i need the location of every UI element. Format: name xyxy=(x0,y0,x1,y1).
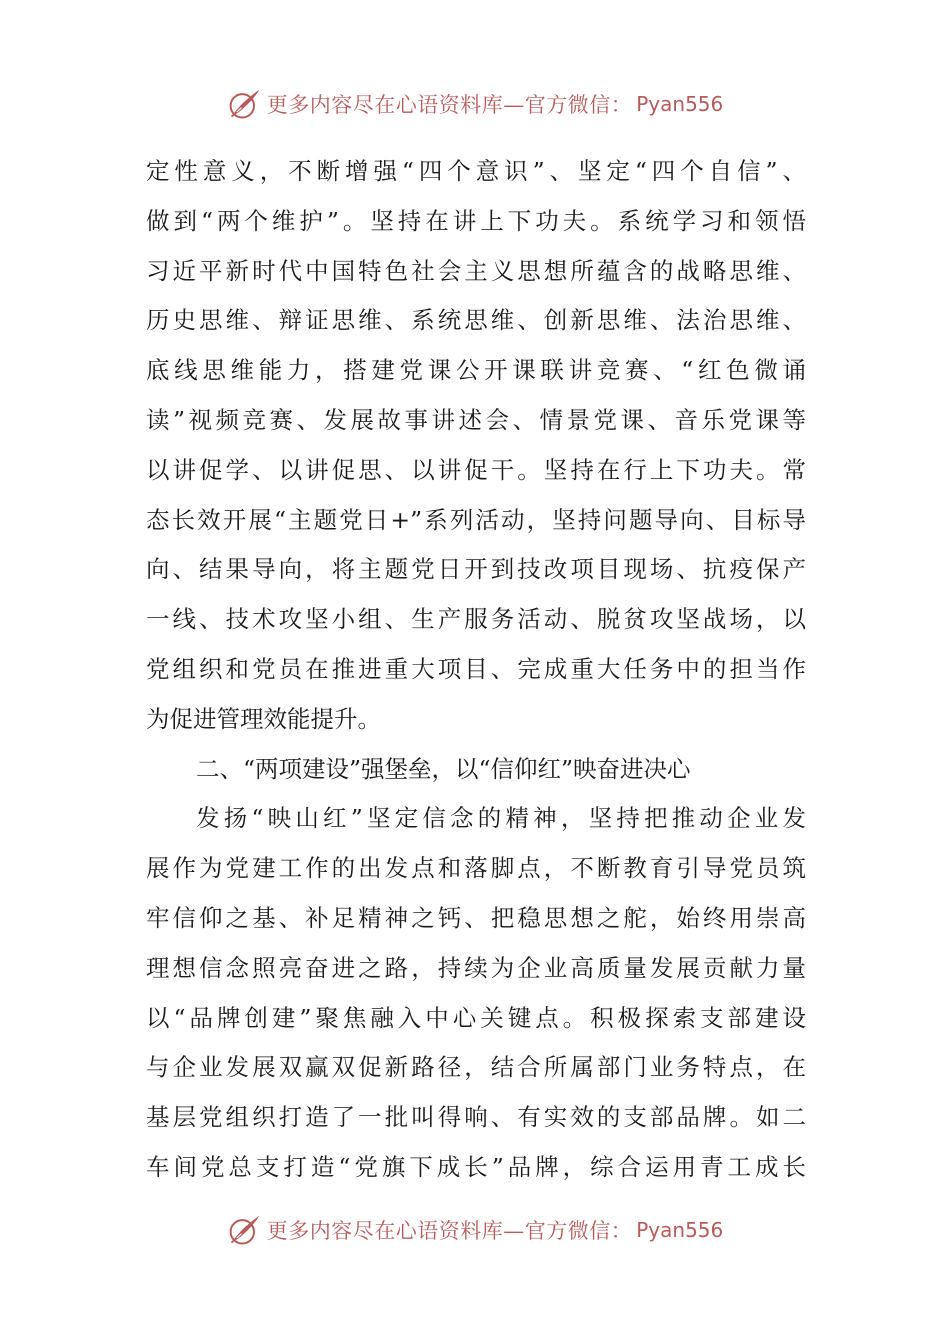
quill-pen-logo-icon xyxy=(227,1212,263,1248)
body-line: 态长效开展“主题党日+”系列活动，坚持问题导向、目标导 xyxy=(146,505,806,534)
body-line: 牢信仰之基、补足精神之钙、把稳思想之舵，始终用崇高 xyxy=(146,903,806,932)
watermark-wechat-id: Pyan556 xyxy=(636,92,724,116)
body-line: 展作为党建工作的出发点和落脚点，不断教育引导党员筑 xyxy=(146,854,806,883)
section-heading: 二、“两项建设”强堡垒，以“信仰红”映奋进决心 xyxy=(196,754,691,783)
body-line: 以讲促学、以讲促思、以讲促干。坚持在行上下功夫。常 xyxy=(146,455,806,484)
footer-watermark xyxy=(0,1208,950,1252)
body-line: 发扬“映山红”坚定信念的精神，坚持把推动企业发 xyxy=(196,804,806,833)
watermark-wechat-id: Pyan556 xyxy=(636,1218,724,1242)
body-line: 与企业发展双赢双促新路径，结合所属部门业务特点，在 xyxy=(146,1053,806,1082)
body-line: 向、结果导向，将主题党日开到技改项目现场、抗疫保产 xyxy=(146,555,806,584)
body-line: 定性意义，不断增强“四个意识”、坚定“四个自信”、 xyxy=(146,157,806,185)
body-line: 历史思维、辩证思维、系统思维、创新思维、法治思维、 xyxy=(146,306,806,335)
body-line: 车间党总支打造“党旗下成长”品牌，综合运用青工成长 xyxy=(146,1152,806,1181)
quill-pen-logo-icon xyxy=(227,86,263,122)
body-line: 做到“两个维护”。坚持在讲上下功夫。系统学习和领悟 xyxy=(146,206,806,235)
document-body xyxy=(146,147,806,1193)
watermark-site-text: 更多内容尽在心语资料库—官方微信： xyxy=(266,1219,633,1243)
body-line: 党组织和党员在推进重大项目、完成重大任务中的担当作 xyxy=(146,654,806,683)
body-line: 为促进管理效能提升。 xyxy=(146,704,381,733)
body-line: 理想信念照亮奋进之路，持续为企业高质量发展贡献力量 xyxy=(146,953,806,982)
body-line: 习近平新时代中国特色社会主义思想所蕴含的战略思维、 xyxy=(146,256,806,285)
watermark-site-text: 更多内容尽在心语资料库—官方微信： xyxy=(266,93,633,117)
body-line: 读”视频竞赛、发展故事讲述会、情景党课、音乐党课等 xyxy=(146,405,806,434)
header-watermark xyxy=(0,82,950,126)
body-line: 底线思维能力，搭建党课公开课联讲竞赛、“红色微诵 xyxy=(146,356,806,385)
body-line: 以“品牌创建”聚焦融入中心关键点。积极探索支部建设 xyxy=(146,1003,806,1032)
body-line: 一线、技术攻坚小组、生产服务活动、脱贫攻坚战场，以 xyxy=(146,605,806,634)
body-line: 基层党组织打造了一批叫得响、有实效的支部品牌。如二 xyxy=(146,1103,806,1132)
